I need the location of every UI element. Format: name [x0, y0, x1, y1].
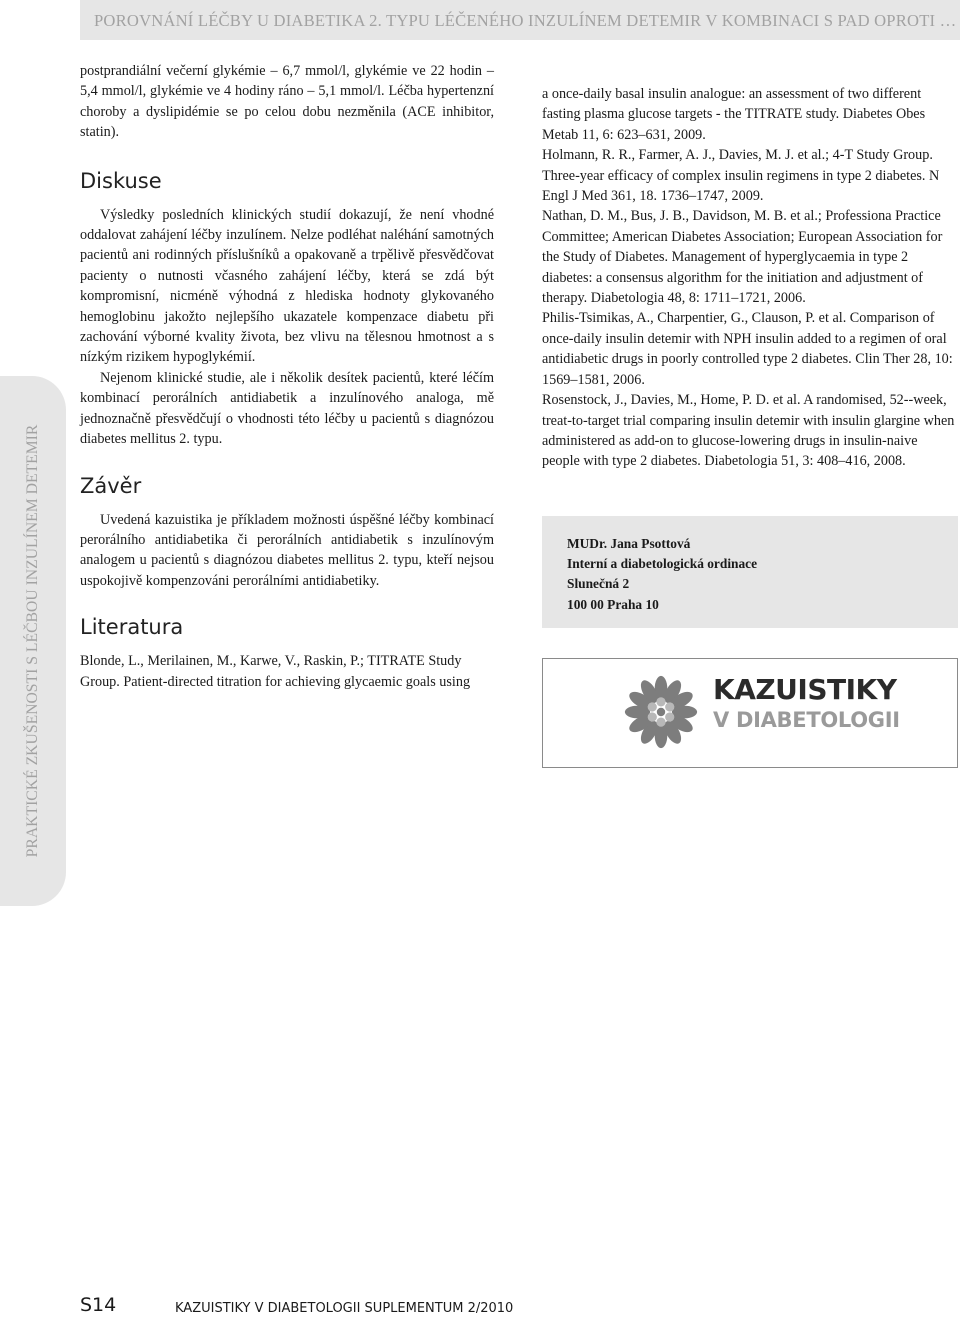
journal-emblem-icon	[619, 670, 703, 754]
author-department: Interní a diabetologická ordinace	[567, 556, 758, 572]
zaver-paragraph: Uvedená kazuistika je příkladem možnosti úspěšné léčby kombinací perorálního antidiabetika či perorálních antidiabetik s inzulínovým analogem u pacientů s diagnózou diabetes mellitus 2. typu, kteří nejsou uspokojivě kompenzováni perorálními antidiabetiky.	[80, 511, 494, 589]
section-side-tab	[0, 376, 66, 906]
logo-subtitle: V DIABETOLOGII	[713, 708, 900, 732]
reference-continuation: a once-daily basal insulin analogue: an assessment of two different fasting plasma glucose targets - the TITRATE study. Diabetes Obes Metab 11, 6: 623–631, 2009.	[542, 86, 926, 143]
logo-title: KAZUISTIKY	[713, 673, 897, 706]
page-number: S14	[80, 1294, 117, 1316]
intro-paragraph: postprandiální večerní glykémie – 6,7 mmol/l, glykémie ve 22 hodin – 5,4 mmol/l, glykémie ve 4 hodiny ráno – 5,1 mmol/l. Léčba hypertenzní choroby a dyslipidémie se po celou dobu nezměnila (ACE inhibitor, statin).	[80, 63, 494, 141]
author-name: MUDr. Jana Psottová	[567, 536, 691, 551]
reference-philis-tsimikas: Philis-Tsimikas, A., Charpentier, G., Clauson, P. et al. Comparison of once-daily insulin detemir with NPH insulin added to a regimen of oral antidiabetic drugs in poorly controlled type 2 diabetes. Clin Ther 28, 10: 1569–1581, 2006.	[542, 310, 953, 388]
author-city: 100 00 Praha 10	[567, 596, 659, 612]
reference-nathan: Nathan, D. M., Bus, J. B., Davidson, M. B. et al.; Professiona Practice Committee; American Diabetes Association; European Association for the Study of Diabetes. Management of hyperglycaemia in type 2 diabetes: a consensus algorithm for the initiation and adjustment of therapy. Diabetologia 48, 8: 1711–1721, 2006.	[542, 208, 943, 307]
left-column	[80, 61, 494, 692]
running-title: POROVNÁNÍ LÉČBY U DIABETIKA 2. TYPU LÉČENÉHO INZULÍNEM DETEMIR V KOMBINACI S PAD OPROTI …	[94, 11, 957, 30]
reference-rosenstock: Rosenstock, J., Davies, M., Home, P. D. et al. A randomised, 52--week, treat-to-target trial comparing insulin detemir with insulin glargine when administered as add-on to glucose-lowering drugs in insulin-naive people with type 2 diabetes. Diabetologia 51, 3: 408–416, 2008.	[542, 392, 955, 470]
footer-journal-title: KAZUISTIKY V DIABETOLOGII SUPLEMENTUM 2/2010	[175, 1301, 514, 1316]
diskuse-paragraph-1: Výsledky posledních klinických studií dokazují, že není vhodné oddalovat zahájení léčby inzulínem. Nelze podléhat naléhání samotných pacientů ani rodinných příslušníků a opakovaně a trpělivě přesvědčovat pacienty o nutnosti včasného zahájení léčby, která se zdá být kompromisní, nicméně výhodná z hlediska hodnoty glykovaného hemoglobinu jakožto nejlepšího ukazatele kompenzace diabetu při zachování výborné kvality života, bez vlivu na tělesnou hmotnost a s nízkým rizikem hypoglykémií.	[80, 206, 494, 366]
heading-literatura: Literatura	[80, 615, 184, 640]
diskuse-paragraph-2: Nejenom klinické studie, ale i několik desítek pacientů, které léčím kombinací perorálních antidiabetik a inzulínového analoga, mě jednoznačně přesvědčují o vhodnosti této léčby u pacientů s diagnózou diabetes mellitus 2. typu.	[80, 369, 494, 448]
author-street: Slunečná 2	[567, 576, 630, 592]
heading-diskuse: Diskuse	[80, 168, 162, 193]
right-column	[542, 84, 958, 472]
running-header	[80, 0, 960, 40]
journal-logo-box	[542, 658, 958, 768]
heading-zaver: Závěr	[80, 473, 142, 498]
reference-blonde: Blonde, L., Merilainen, M., Karwe, V., Raskin, P.; TITRATE Study Group. Patient-directed titration for achieving glycaemic goals using	[80, 653, 471, 690]
reference-holmann: Holmann, R. R., Farmer, A. J., Davies, M. J. et al.; 4-T Study Group. Three-year efficacy of complex insulin regimens in type 2 diabetes. N Engl J Med 361, 18. 1736–1747, 2009.	[542, 147, 940, 205]
author-contact-box	[542, 516, 958, 628]
side-tab-label: PRAKTICKÉ ZKUŠENOSTI S LÉČBOU INZULÍNEM DETEMIR	[24, 424, 41, 858]
